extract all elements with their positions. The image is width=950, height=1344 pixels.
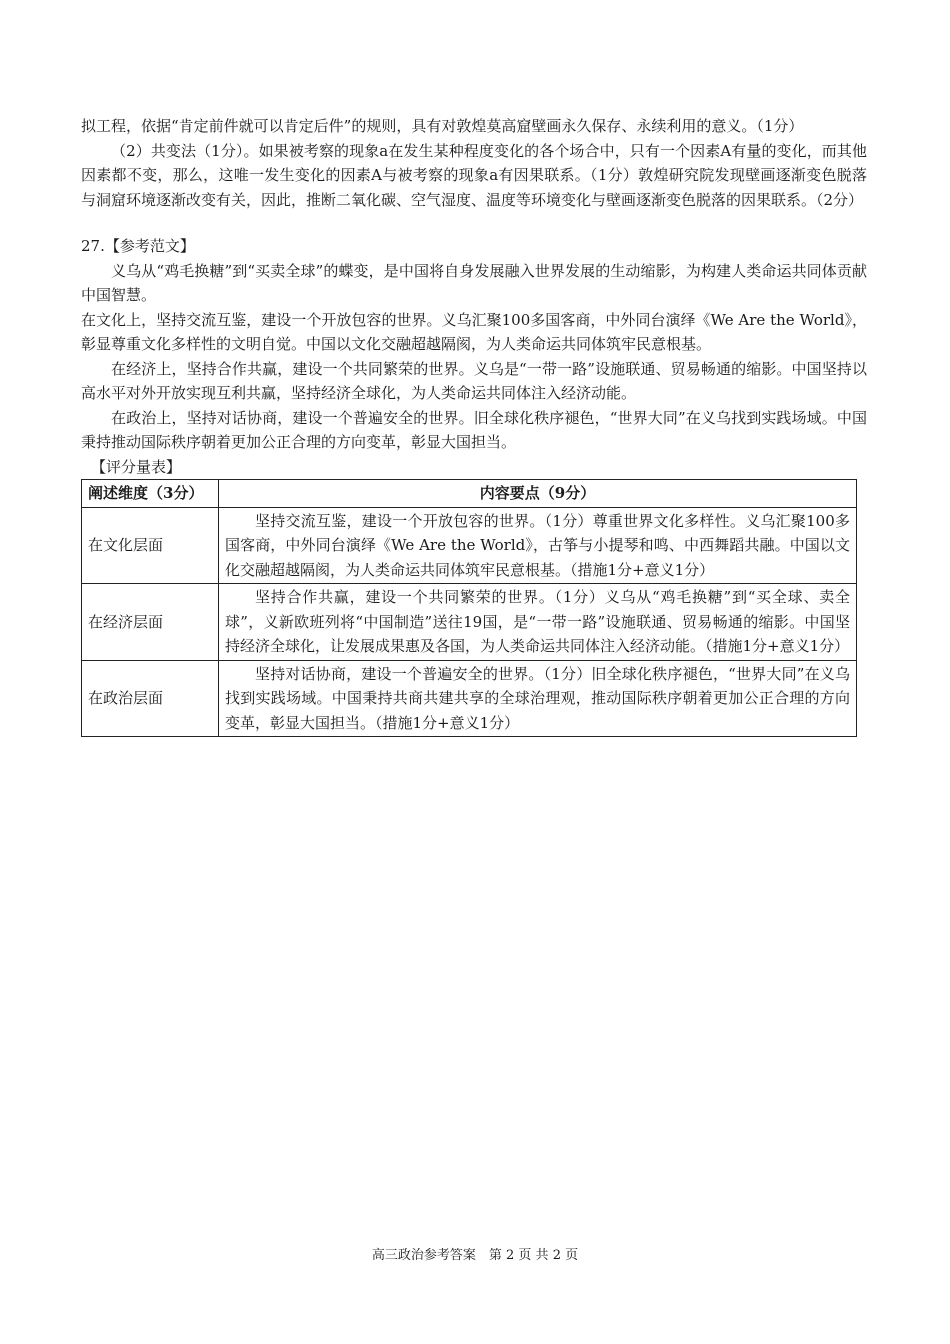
rubric-content-culture: 坚持交流互鉴，建设一个开放包容的世界。（1分）尊重世界文化多样性。义乌汇聚100多国客商，中外同台演绎《We Are the World》，古筝与小提琴和鸣、中西舞蹈共融。中国以文化交融超越隔阂，为人类命运共同体筑牢民意根基。（措施1分+意义1分） xyxy=(219,507,857,584)
prev-answer-part2: （2）共变法（1分）。如果被考察的现象a在发生某种程度变化的各个场合中，只有一个因素A有量的变化，而其他因素都不变，那么，这唯一发生变化的因素A与被考察的现象a有因果联系。（1分）敦煌研究院发现壁画逐渐变色脱落与洞窟环境逐渐改变有关，因此，推断二氧化碳、空气湿度、温度等环境变化与壁画逐渐变色脱落的因果联系。（2分） xyxy=(81,141,867,209)
prev-answer-tail: 拟工程，依据“肯定前件就可以肯定后件”的规则，具有对敦煌莫高窟壁画永久保存、永续利用的意义。（1分） xyxy=(81,117,804,135)
rubric-dimension-economy: 在经济层面 xyxy=(82,584,219,661)
q27-heading: 27.【参考范文】 xyxy=(81,237,195,255)
rubric-table xyxy=(81,479,857,737)
rubric-row xyxy=(82,507,857,584)
rubric-header-dimension: 阐述维度（3分） xyxy=(82,480,219,508)
rubric-header-row xyxy=(82,480,857,508)
rubric-content-economy: 坚持合作共赢，建设一个共同繁荣的世界。（1分）义乌从“鸡毛换糖”到“买全球、卖全球”，义新欧班列将“中国制造”送往19国，是“一带一路”设施联通、贸易畅通的缩影。中国坚持经济全球化，让发展成果惠及各国，为人类命运共同体注入经济动能。（措施1分+意义1分） xyxy=(219,584,857,661)
rubric-dimension-culture: 在文化层面 xyxy=(82,507,219,584)
q27-culture: 在文化上，坚持交流互鉴，建设一个开放包容的世界。义乌汇聚100多国客商，中外同台演绎《We Are the World》，彰显尊重文化多样性的文明自觉。中国以文化交融超越隔阂，为人类命运共同体筑牢民意根基。 xyxy=(81,310,867,353)
page-footer: 高三政治参考答案 第 2 页 共 2 页 xyxy=(371,1248,579,1263)
q27-politics: 在政治上，坚持对话协商，建设一个普遍安全的世界。旧全球化秩序褪色，“世界大同”在义乌找到实践场域。中国秉持推动国际秩序朝着更加公正合理的方向变革，彰显大国担当。 xyxy=(81,408,867,451)
rubric-header-content: 内容要点（9分） xyxy=(219,480,857,508)
rubric-dimension-politics: 在政治层面 xyxy=(82,660,219,737)
rubric-content-politics: 坚持对话协商，建设一个普遍安全的世界。（1分）旧全球化秩序褪色，“世界大同”在义乌找到实践场域。中国秉持共商共建共享的全球治理观，推动国际秩序朝着更加公正合理的方向变革，彰显大国担当。（措施1分+意义1分） xyxy=(219,660,857,737)
spacer xyxy=(81,212,867,234)
rubric-row xyxy=(82,660,857,737)
q27-economy: 在经济上，坚持合作共赢，建设一个共同繁荣的世界。义乌是“一带一路”设施联通、贸易畅通的缩影。中国坚持以高水平对外开放实现互利共赢，坚持经济全球化，为人类命运共同体注入经济动能。 xyxy=(81,359,867,402)
rubric-title: 【评分量表】 xyxy=(91,457,182,476)
rubric-row xyxy=(82,584,857,661)
answer-content xyxy=(81,114,867,737)
q27-intro: 义乌从“鸡毛换糖”到“买卖全球”的蝶变，是中国将自身发展融入世界发展的生动缩影，为构建人类命运共同体贡献中国智慧。 xyxy=(81,261,867,304)
